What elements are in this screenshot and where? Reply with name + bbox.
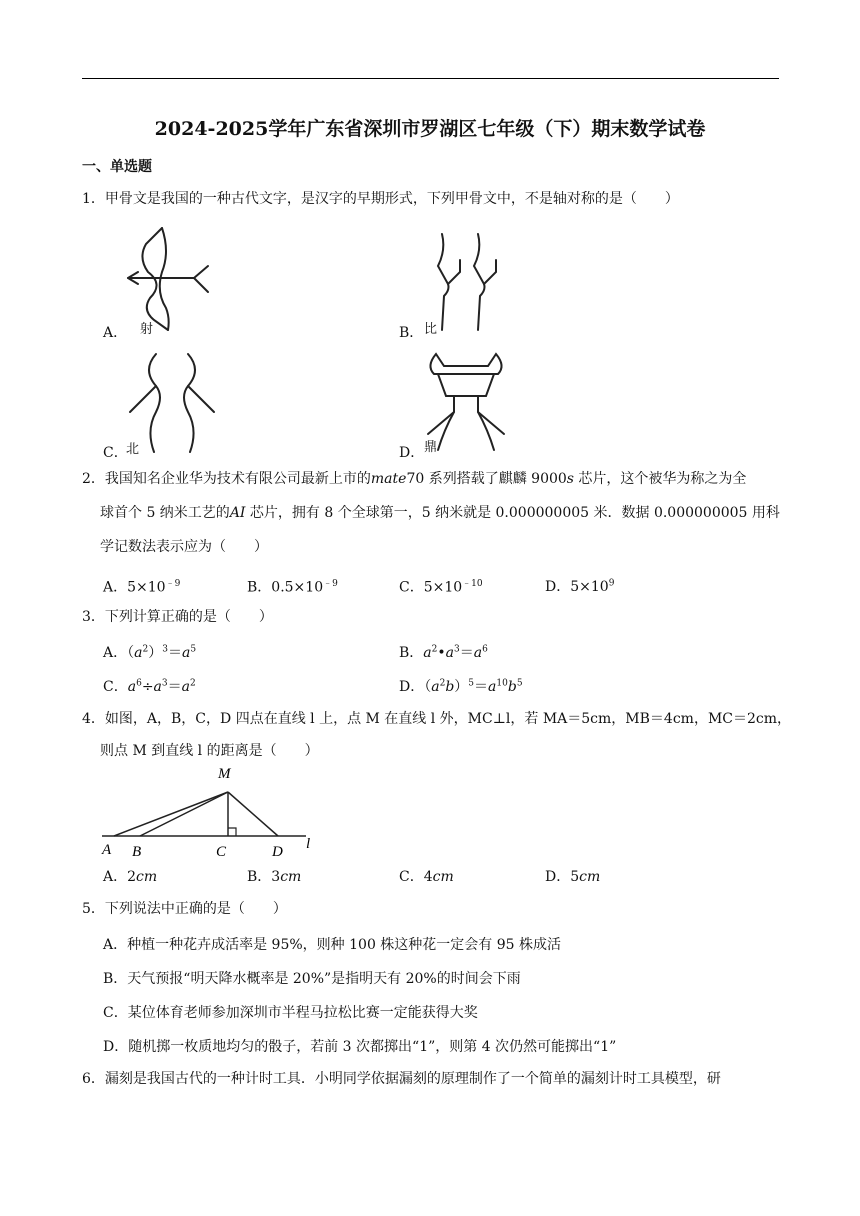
right-angle-mark [228,828,236,836]
segment-ma [114,792,228,836]
question-5-stem: 5．下列说法中正确的是（ ） [82,901,287,917]
question-4-line-1: 4．如图，A，B，C，D 四点在直线 l 上，点 M 在直线 l 外，MC⊥l，若 MA＝5cm，MB＝4cm，MC＝2cm， [82,711,792,727]
q5-option-d: D．随机掷一枚质地均匀的骰子，若前 3 次都掷出“1”，则第 4 次仍然可能掷出“1” [103,1039,617,1055]
q1-option-c-label: C． [103,445,128,461]
oracle-bei-icon [126,352,222,456]
point-m-label: M [218,766,231,782]
q4-option-d: D．5cm [545,869,601,885]
point-c-label: C [216,844,227,860]
oracle-bi-icon [428,230,508,334]
point-b-label: B [132,844,142,860]
question-1-stem: 1．甲骨文是我国的一种古代文字，是汉字的早期形式，下列甲骨文中，不是轴对称的是（ ） [82,191,679,207]
q4-option-b: B．3cm [247,869,302,885]
q2-option-a: A．$5\times 10^{﹣9}$ [103,579,181,596]
question-2-line-3: 学记数法表示应为（ ） [100,539,268,555]
q2-option-b: B．$0.5\times 10^{﹣9}$ [247,579,338,596]
q5-option-c: C．某位体育老师参加深圳市半程马拉松比赛一定能获得大奖 [103,1005,478,1021]
q4-option-a: A．2cm [103,869,158,885]
q2-option-d: D．$5\times 10^9$ [545,578,615,595]
oracle-she-icon [120,222,220,334]
q1-option-b-label: B． [399,325,424,341]
q3-option-c: C．$a^6\div a^3=a^2$ [103,678,196,695]
section-heading: 一、单选题 [82,159,152,175]
q2-option-c: C．$5\times 10^{﹣10}$ [399,579,483,596]
q1-option-d-label: D． [399,445,425,461]
page-title: 2024-2025学年广东省深圳市罗湖区七年级（下）期末数学试卷 [154,118,706,140]
question-6-stem: 6．漏刻是我国古代的一种计时工具．小明同学依据漏刻的原理制作了一个简单的漏刻计时工具模型，研 [82,1071,721,1087]
question-2-line-1: 2．我国知名企业华为技术有限公司最新上市的mate70 系列搭载了麒麟 9000s 芯片，这个被华为称之为全 [82,471,747,487]
geometry-figure [100,764,330,860]
point-d-label: D [272,844,283,860]
q1-option-a-caption: 射 [140,322,154,337]
point-a-label: A [102,842,112,858]
q3-option-a: A．$(a^2)^3=a^5$ [103,644,197,661]
question-3-stem: 3．下列计算正确的是（ ） [82,609,273,625]
line-l-label: l [306,836,311,852]
q1-option-d-caption: 鼎 [424,440,438,455]
q1-option-b-caption: 比 [424,322,438,337]
q5-option-a: A．种植一种花卉成活率是 95%，则种 100 株这种花一定会有 95 株成活 [103,937,562,953]
q3-option-b: B．$a^2•a^3=a^6$ [399,644,488,661]
q4-option-c: C．4cm [399,869,454,885]
segment-mb [140,792,228,836]
q5-option-b: B．天气预报“明天降水概率是 20%”是指明天有 20%的时间会下雨 [103,971,521,987]
q1-option-a-label: A． [103,325,128,341]
question-2-line-2: 球首个 5 纳米工艺的AI 芯片，拥有 8 个全球第一，5 纳米就是 0.000000005 米．数据 0.000000005 用科 [100,505,780,521]
q1-option-c-caption: 北 [126,442,140,457]
question-4-line-2: 则点 M 到直线 l 的距离是（ ） [100,743,319,759]
header-rule [82,78,779,79]
q3-option-d: D．$(a^2b)^5=a^{10}b^5$ [399,678,523,695]
